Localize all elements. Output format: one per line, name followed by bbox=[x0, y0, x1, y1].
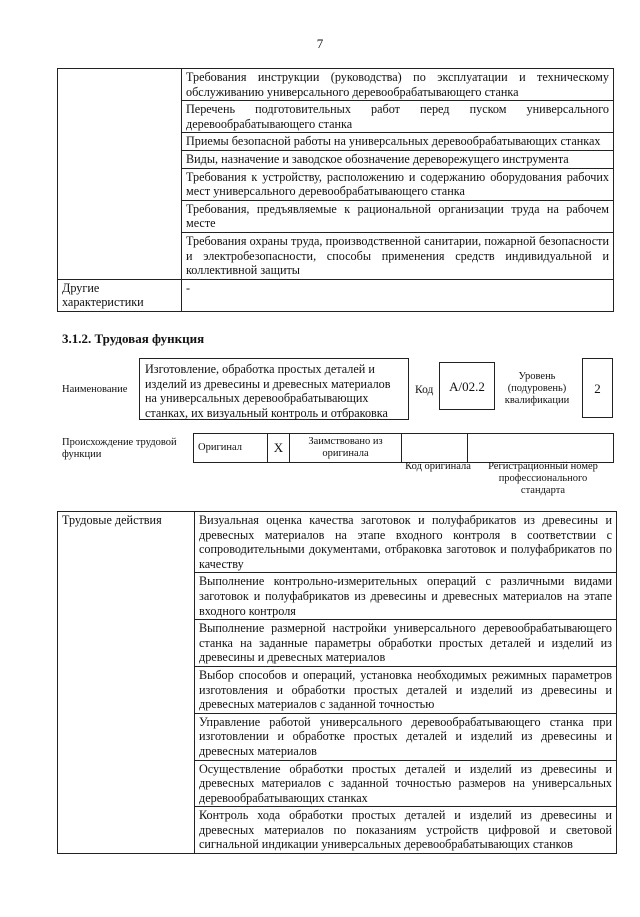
table-cell: Выполнение контрольно-измерительных операций с различными видами заготовок и полуфабрикатов из древесины и древесных материалов на этапе входного контроля bbox=[195, 573, 617, 620]
table-cell: Выбор способов и операций, установка необходимых режимных параметров изготовления и обработки простых деталей и изделий из древесины и древесных материалов с заданной точностью bbox=[195, 666, 617, 713]
table-cell: Требования к устройству, расположению и содержанию оборудования рабочих мест универсального деревообрабатывающего станка bbox=[182, 168, 614, 200]
table-cell: Управление работой универсального деревообрабатывающего станка при изготовлении и обработке простых деталей и изделий из древесины и древесных материалов bbox=[195, 713, 617, 760]
reg-number-caption: Регистрационный номер профессионального стандарта bbox=[488, 461, 598, 496]
table-cell: Перечень подготовительных работ перед пуском универсального деревообрабатывающего станка bbox=[182, 101, 614, 133]
actions-table bbox=[57, 511, 617, 854]
code-value-box: А/02.2 bbox=[439, 362, 495, 410]
level-label: Уровень (подуровень) квалификации bbox=[504, 371, 570, 406]
table-row bbox=[58, 69, 614, 101]
table-cell: Требования инструкции (руководства) по эксплуатации и техническому обслуживанию универсального деревообрабатывающего станка bbox=[182, 69, 614, 101]
table-cell: Приемы безопасной работы на универсальных деревообрабатывающих станках bbox=[182, 133, 614, 151]
table-cell: Визуальная оценка качества заготовок и полуфабрикатов из древесины и древесных материалов на этапе входного контроля в соответствии с сопроводительными документами, отбраковка заготовок и полуфабрикатов по качеству bbox=[195, 512, 617, 573]
table-row bbox=[58, 279, 614, 311]
origin-table bbox=[193, 433, 614, 463]
original-code-cell bbox=[402, 434, 468, 463]
table-cell: Осуществление обработки простых деталей и изделий из древесины и древесных материалов с заданной точностью размеров на универсальных деревообрабатывающих станках bbox=[195, 760, 617, 807]
origin-label: Происхождение трудовой функции bbox=[62, 437, 177, 460]
table-cell: Выполнение размерной настройки универсального деревообрабатывающего станка на заданные параметры обработки простых деталей и изделий из древесины и древесных материалов bbox=[195, 620, 617, 667]
name-label: Наименование bbox=[62, 384, 128, 395]
other-characteristics-label: Другие характеристики bbox=[58, 279, 182, 311]
empty-label-cell bbox=[58, 69, 182, 280]
registration-number-cell bbox=[468, 434, 614, 463]
knowledge-table bbox=[57, 68, 614, 312]
actions-label: Трудовые действия bbox=[58, 512, 195, 854]
level-value-box: 2 bbox=[582, 358, 613, 418]
other-characteristics-value: - bbox=[182, 279, 614, 311]
table-cell: Требования, предъявляемые к рациональной организации труда на рабочем месте bbox=[182, 200, 614, 232]
section-title: 3.1.2. Трудовая функция bbox=[62, 331, 205, 346]
page-number: 7 bbox=[316, 36, 324, 51]
original-label: Оригинал bbox=[194, 434, 268, 463]
table-cell: Требования охраны труда, производственной санитарии, пожарной безопасности и электробезопасности, способы применения средств индивидуальной и коллективной защиты bbox=[182, 232, 614, 279]
code-label: Код bbox=[415, 384, 434, 396]
borrowed-label: Заимствовано из оригинала bbox=[290, 434, 402, 463]
table-row bbox=[58, 512, 617, 573]
table-cell: Виды, назначение и заводское обозначение дереворежущего инструмента bbox=[182, 150, 614, 168]
code-caption: Код оригинала bbox=[405, 461, 471, 472]
function-name-box: Изготовление, обработка простых деталей и изделий из древесины и древесных материалов на универсальных деревообрабатывающих станках, их визуальный контроль и отбраковка bbox=[139, 358, 409, 420]
table-cell: Контроль хода обработки простых деталей и изделий из древесины и древесных материалов по показаниям устройств цифровой и световой сигнальной индикации универсальных деревообрабатывающих станков bbox=[195, 807, 617, 854]
original-mark: X bbox=[268, 434, 290, 463]
